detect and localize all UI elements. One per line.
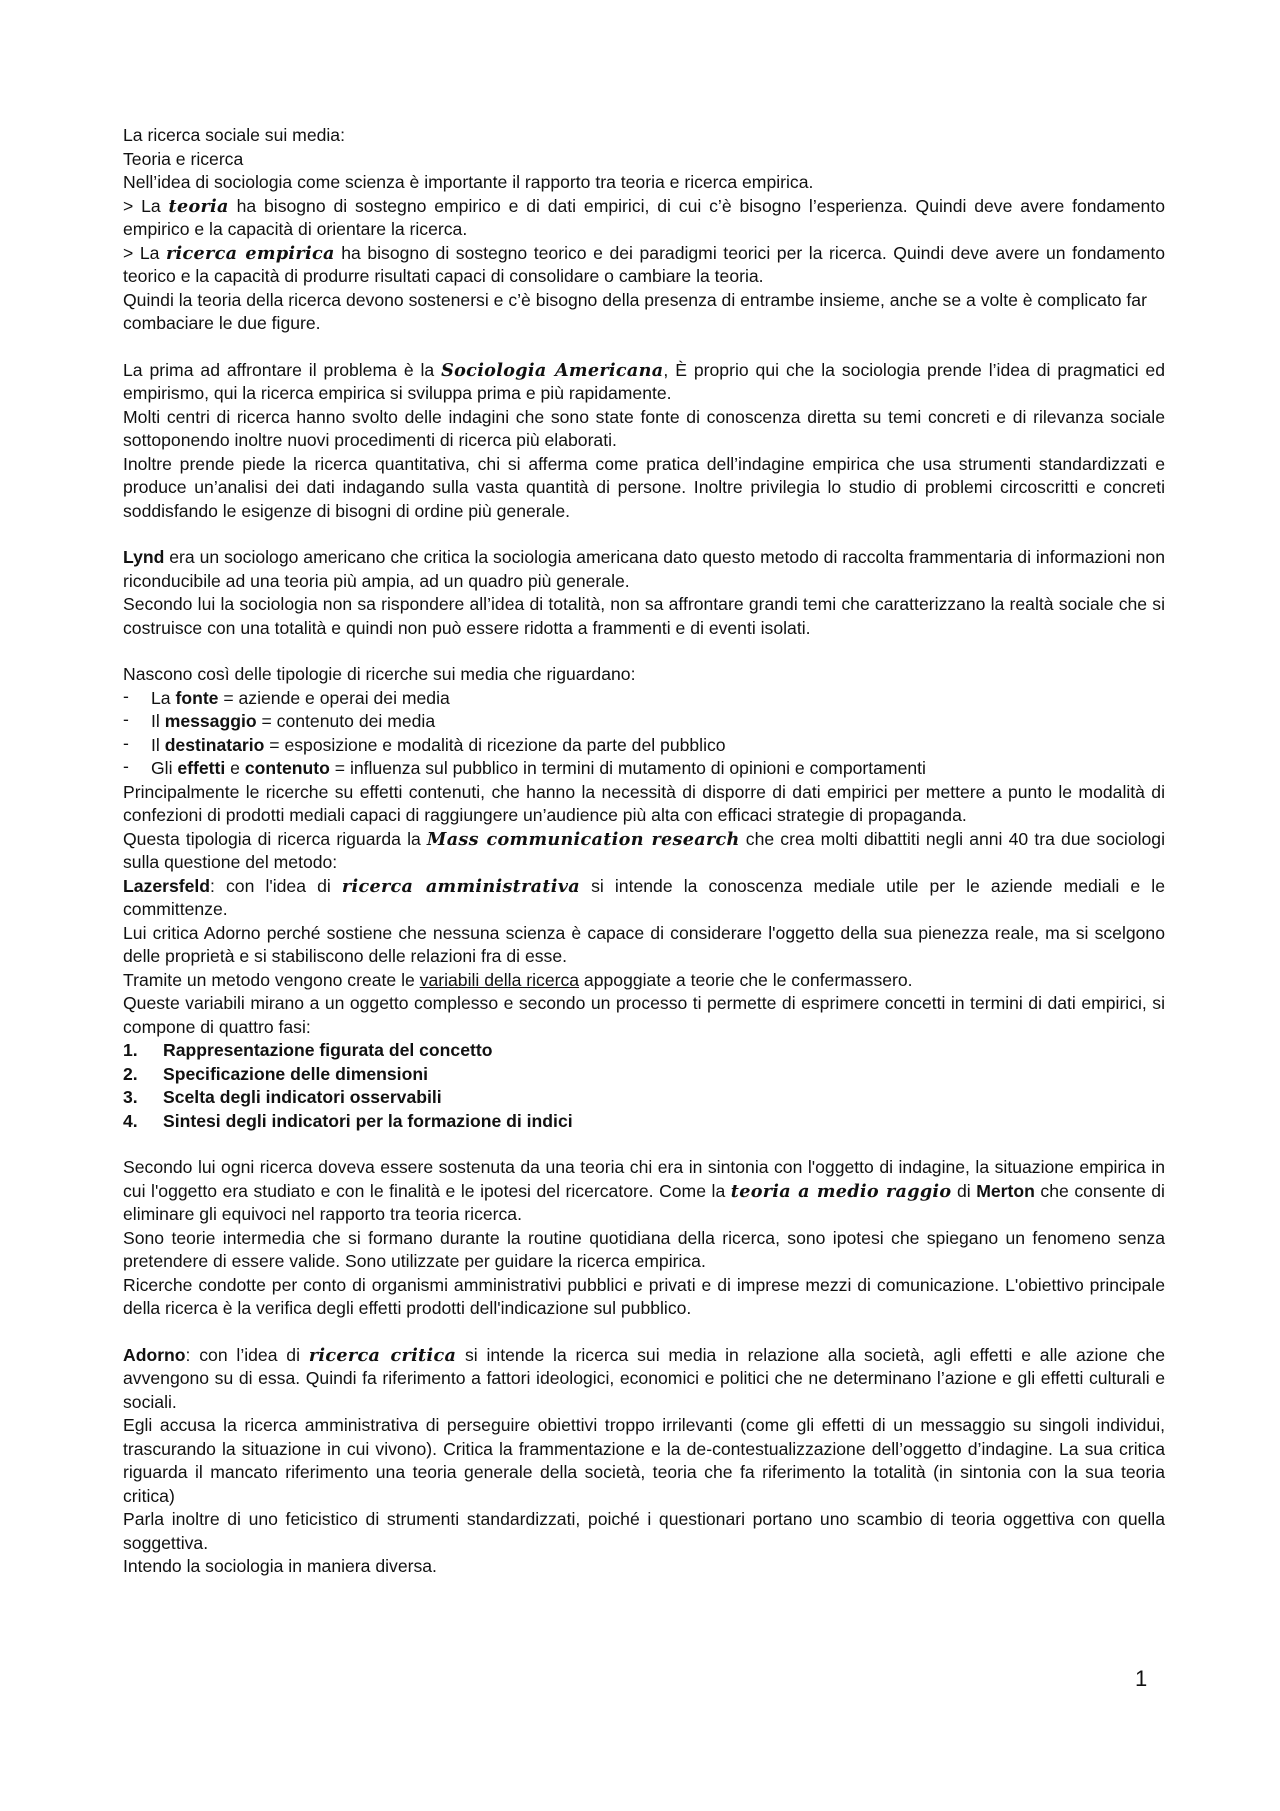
phases-list bbox=[123, 1039, 1165, 1133]
text-run: Il bbox=[151, 711, 165, 731]
paragraph: Quindi la teoria della ricerca devono sostenersi e c’è bisogno della presenza di entrambe insieme, anche se a volte è complicato far combaciare le due figure. bbox=[123, 289, 1147, 333]
list-number: 1. bbox=[123, 1040, 138, 1060]
paragraph: Intendo la sociologia in maniera diversa. bbox=[123, 1556, 437, 1576]
bold-term: Merton bbox=[976, 1180, 1035, 1201]
list-item bbox=[123, 734, 1165, 758]
paragraph bbox=[123, 969, 1165, 993]
paragraph bbox=[123, 1156, 1165, 1227]
spacer bbox=[123, 1321, 1165, 1344]
paragraph: Nascono così delle tipologie di ricerche sui media che riguardano: bbox=[123, 664, 636, 684]
bold-term: fonte bbox=[175, 687, 219, 708]
paragraph bbox=[123, 359, 1165, 406]
text-run: ha bisogno di sostegno teorico e dei paradigmi teorici per la ricerca. Quindi deve avere un fondamento teorico e la capacità di produrre risultati capaci di consolidare o cambiare la teoria. bbox=[123, 242, 1166, 286]
text-run: = aziende e operai dei media bbox=[218, 687, 450, 708]
text-run: : con l’idea di bbox=[185, 1344, 309, 1365]
spacer bbox=[123, 523, 1165, 546]
text-run: = esposizione e modalità di ricezione da parte del pubblico bbox=[264, 734, 726, 755]
text-run: ha bisogno di sostegno empirico e di dati empirici, di cui c’è bisogno l’esperienza. Quindi deve avere fondamento empirico e la capacità di orientare la ricerca. bbox=[123, 195, 1165, 239]
text-run: si intende la ricerca sui media in relazione alla società, agli effetti e alle azione che avvengono su di essa. Quindi fa riferimento a fattori ideologici, economici e politici che ne determinano l’azione e gli effetti culturali e sociali. bbox=[123, 1344, 1165, 1412]
section-subtitle: Teoria e ricerca bbox=[123, 148, 244, 169]
decorative-term: Sociologia Americana bbox=[441, 359, 664, 381]
list-item bbox=[123, 757, 1165, 781]
text-run: Questa tipologia di ricerca riguarda la bbox=[123, 828, 427, 849]
text-run: di bbox=[951, 1180, 977, 1201]
paragraph bbox=[123, 1344, 1165, 1415]
list-item bbox=[123, 1039, 1165, 1063]
bold-term: Lazersfeld bbox=[123, 875, 211, 896]
text-run: si intende la conoscenza mediale utile per le aziende mediali e le committenze. bbox=[123, 875, 1165, 919]
list-item bbox=[123, 1110, 1165, 1134]
text-run: appoggiate a teorie che le confermassero. bbox=[579, 969, 913, 990]
list-text: Rappresentazione figurata del concetto bbox=[163, 1040, 493, 1060]
text-run: Il bbox=[151, 734, 165, 755]
research-types-list bbox=[123, 687, 1165, 781]
page-body bbox=[123, 124, 1165, 1579]
paragraph: Sono teorie intermedia che si formano durante la routine quotidiana della ricerca, sono ipotesi che spiegano un fenomeno senza pretendere di essere valide. Sono utilizzate per guidare la ricerca empirica. bbox=[123, 1227, 1165, 1271]
text-run: Secondo lui ogni ricerca doveva essere sostenuta da una teoria chi era in sintonia con l'oggetto di indagine, la situazione empirica in cui l'oggetto era studiato e con le finalità e le ipotesi del ricercatore. Come la bbox=[123, 1157, 1165, 1201]
paragraph: Molti centri di ricerca hanno svolto delle indagini che sono state fonte di conoscenza diretta su temi concreti e di rilevanza sociale sottoponendo inoltre nuovi procedimenti di ricerca più elaborati. bbox=[123, 406, 1165, 450]
paragraph: Principalmente le ricerche su effetti contenuti, che hanno la necessità di disporre di dati empirici per mettere a punto le modalità di confezioni di prodotti mediali capaci di raggiungere un’audience più alta con efficaci strategie di propaganda. bbox=[123, 781, 1165, 825]
decorative-term: teoria a medio raggio bbox=[730, 1180, 952, 1202]
paragraph: Inoltre prende piede la ricerca quantitativa, chi si afferma come pratica dell’indagine empirica che usa strumenti standardizzati e produce un’analisi dei dati indagando sulla vasta quantità di persone. Inoltre privilegia lo studio di problemi circoscritti e concreti soddisfando le esigenze di bisogni di ordine più generale. bbox=[123, 453, 1165, 521]
paragraph: Egli accusa la ricerca amministrativa di perseguire obiettivi troppo irrilevanti (come gli effetti di un messaggio su singoli individui, trascurando la situazione in cui vivono). Critica la frammentazione e la de-contestualizzazione dell’oggetto d’indagine. La sua critica riguarda il mancato riferimento una teoria generale della società, teoria che fa riferimento la totalità (in sintonia con la sua teoria critica) bbox=[123, 1415, 1165, 1506]
decorative-term: ricerca critica bbox=[308, 1344, 457, 1366]
document-title: La ricerca sociale sui media: bbox=[123, 125, 345, 145]
text-run: e bbox=[225, 758, 245, 778]
decorative-term: Mass communication research bbox=[426, 828, 740, 850]
paragraph bbox=[123, 546, 1165, 593]
paragraph bbox=[123, 195, 1165, 242]
paragraph: Ricerche condotte per conto di organismi amministrativi pubblici e privati e di imprese mezzi di comunicazione. L'obiettivo principale della ricerca è la verifica degli effetti prodotti dell'indicazione sul pubblico. bbox=[123, 1274, 1165, 1318]
spacer bbox=[123, 336, 1165, 359]
spacer bbox=[123, 1133, 1165, 1156]
text-run: La bbox=[151, 687, 176, 708]
paragraph: Nell’idea di sociologia come scienza è importante il rapporto tra teoria e ricerca empirica. bbox=[123, 172, 814, 192]
list-number: 3. bbox=[123, 1087, 138, 1107]
paragraph bbox=[123, 242, 1165, 289]
text-run: Tramite un metodo vengono create le bbox=[123, 969, 420, 990]
bold-term: Lynd bbox=[123, 547, 165, 567]
list-text: Scelta degli indicatori osservabili bbox=[163, 1087, 442, 1107]
paragraph: Secondo lui la sociologia non sa rispondere all’idea di totalità, non sa affrontare grandi temi che caratterizzano la realtà sociale che si costruisce con una totalità e quindi non può essere ridotta a frammenti e di eventi isolati. bbox=[123, 594, 1165, 638]
bold-term: Adorno bbox=[123, 1344, 186, 1365]
text-run: , È proprio qui che la sociologia prende l’idea di pragmatici ed empirismo, qui la ricerca empirica si sviluppa prima e più rapidamente. bbox=[123, 359, 1165, 403]
text-run: La prima ad affrontare il problema è la bbox=[123, 359, 442, 380]
page-number: 1 bbox=[1135, 1666, 1148, 1691]
paragraph bbox=[123, 875, 1165, 922]
text-run: Gli bbox=[151, 758, 178, 778]
list-item bbox=[123, 687, 1165, 711]
text-run: era un sociologo americano che critica la sociologia americana dato questo metodo di raccolta frammentaria di informazioni non riconducibile ad una teoria più ampia, ad un quadro più generale. bbox=[123, 547, 1165, 591]
list-number: 2. bbox=[123, 1063, 138, 1084]
paragraph: Queste variabili mirano a un oggetto complesso e secondo un processo ti permette di esprimere concetti in termini di dati empirici, si compone di quattro fasi: bbox=[123, 993, 1165, 1037]
paragraph bbox=[123, 828, 1165, 875]
bold-term: destinatario bbox=[164, 734, 265, 755]
text-run: > La bbox=[123, 195, 169, 216]
bold-term: effetti bbox=[177, 758, 226, 778]
list-text: Specificazione delle dimensioni bbox=[163, 1063, 428, 1084]
underlined-term: variabili della ricerca bbox=[419, 969, 580, 990]
decorative-term: ricerca amministrativa bbox=[341, 875, 580, 897]
list-number: 4. bbox=[123, 1110, 138, 1131]
paragraph: Parla inoltre di uno feticistico di strumenti standardizzati, poiché i questionari portano uno scambio di teoria oggettiva con quella soggettiva. bbox=[123, 1509, 1165, 1553]
list-item bbox=[123, 1063, 1165, 1087]
list-text: Sintesi degli indicatori per la formazione di indici bbox=[163, 1110, 573, 1131]
text-run: che crea molti dibattiti negli anni 40 tra due sociologi sulla questione del metodo: bbox=[123, 828, 1165, 872]
spacer bbox=[123, 640, 1165, 663]
text-run: > La bbox=[123, 242, 166, 263]
text-run: = contenuto dei media bbox=[256, 711, 436, 731]
text-run: = influenza sul pubblico in termini di mutamento di opinioni e comportamenti bbox=[329, 758, 926, 778]
decorative-term: teoria bbox=[168, 195, 229, 217]
text-run: che consente di eliminare gli equivoci nel rapporto tra teoria ricerca. bbox=[123, 1180, 1165, 1224]
decorative-term: ricerca empirica bbox=[165, 242, 335, 264]
list-item bbox=[123, 1086, 1165, 1110]
list-item bbox=[123, 710, 1165, 734]
text-run: : con l'idea di bbox=[210, 875, 342, 896]
bold-term: contenuto bbox=[244, 758, 330, 778]
paragraph: Lui critica Adorno perché sostiene che nessuna scienza è capace di considerare l'oggetto della sua pienezza reale, ma si scelgono delle proprietà e si stabiliscono delle relazioni fra di esse. bbox=[123, 922, 1165, 966]
bold-term: messaggio bbox=[164, 711, 257, 731]
